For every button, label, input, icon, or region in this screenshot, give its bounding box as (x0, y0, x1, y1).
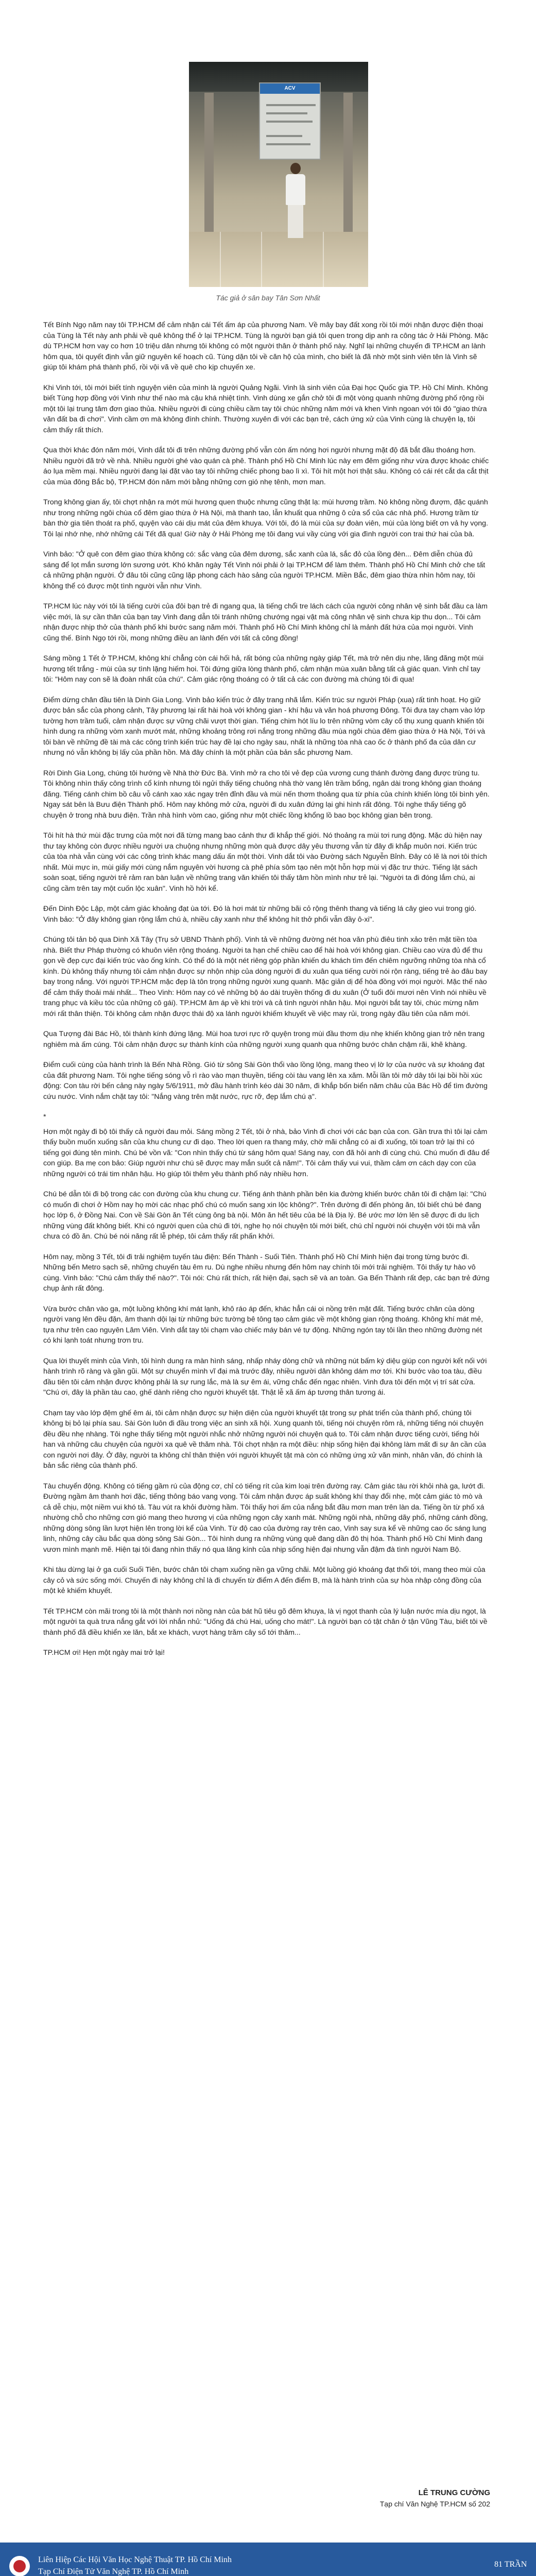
paragraph: Hôm nay, mồng 3 Tết, tôi đi trải nghiệm tuyến tàu điện: Bến Thành - Suối Tiên. Thành phố Hồ Chí Minh hiện đại trong từng bước đi. Những bến Metro sạch sẽ, những chuyến tàu êm ru. Dù nghe nhiều nhưng đến hôm nay chính tôi mới trải nghiệm. Tôi thấy tự hào vô cùng. Vinh bảo: "Chú cảm thấy thế nào?". Tôi nói: Chú rất thích, rất hiện đại, sạch sẽ và an toàn. Ga Bến Thành rất đẹp, các bạn trẻ đứng chụp ảnh rất đông. (43, 1252, 490, 1293)
publication-issue: Tạp chí Văn Nghệ TP.HCM số 202 (379, 2500, 490, 2508)
sign-line (266, 135, 302, 137)
article-body (43, 320, 490, 1668)
paragraph: Tết Bính Ngọ năm nay tôi TP.HCM để cảm nhận cái Tết ấm áp của phương Nam. Về mây bay đất xong rồi tôi mới nhận được điện thoại của Tùng là Tết này anh phải về quê không thể ở lại TP.HCM. Tùng là người bạn giá tôi quen trong dịp anh ra công tác ở Hải Phòng. Mặc dù TP.HCM hơn vay co hơn 10 triệu dân nhưng tôi không có một người thân ở thành phố này. Nghĩ lại những chuyến đi TP.HCM an lành hôm qua, tôi quyết định vẫn giữ nguyên kế hoạch cũ. Tùng dặn tôi về căn hộ của mình, cho biết là đã nhờ một sinh viên tên là Vinh sẽ giúp tôi khám phá thành phố, rồi vội vã về quê cho kịp chuyến xe. (43, 321, 489, 371)
sign-logo: ACV (260, 83, 320, 94)
paragraph: Trong không gian ấy, tôi chợt nhận ra mớt mùi hương quen thuộc nhưng cũng thật lạ: mùi hương trầm. Nó không nồng đượm, đặc quánh như trong những ngôi chùa cổ đêm giao thừa ở Hà Nội, mà thanh tao, lẫn khuất qua những ô cửa sổ của các nhà phố. Hương trầm từ bàn thờ gia tiên thoát ra phố, quyện vào cái dịu mát của đêm khuya. Với tôi, đó là mùi của sự đoàn viên, mùi của lòng biết ơn vả hy vọng. Tôi lại nhớ nhẹ, nhớ những cái Tết đã qua! Giờ này ở Hải Phòng mẹ tôi đang vui vầy cùng với gia đình người con trai thứ hai của bà. (43, 498, 488, 538)
hero-photo (189, 62, 368, 287)
person-pants (288, 205, 303, 238)
paragraph: Vinh bảo: "Ở quê con đêm giao thừa không có: sắc vàng của đêm dương, sắc xanh của lá, sắc đỏ của lồng đèn... Đêm diễn chùa đủ sáng để lọt mắn sương lớn sương ướt. Khó khăn ngày Tết Vinh nói phải ở lại TP.HCM để làm thêm. Thành phố Hồ Chí Minh chở che tất cả những phận người. Ở đâu tôi cũng cũng lặp phong cách hào sảng của người TP.HCM. Miền Bắc, đêm giao thừa nhìn hôm nay, tôi không thể có được một tình người vẫn như Vinh. (43, 550, 486, 590)
pillar (204, 93, 214, 247)
pillar (343, 93, 353, 247)
footer-address: 81 TRẦN (494, 2560, 527, 2569)
airport-sign (259, 82, 321, 160)
paragraph: Qua lời thuyết minh của Vinh, tôi hình dung ra màn hình sáng, nhấp nháy dòng chữ và những nút bấm ký diệu giúp con người kết nối với hành trình rõ ràng và gần gũi. Một sự chuyển mình vĩ đại mà trước đây, nhiều người dân không dám mơ tới. Khi bước vào toa tàu, điều đầu tiên tôi cảm nhận được không phải là sự rung lắc, mà là sự êm ái, vững chắc đến ngạc nhiên. Vinh đưa tôi đến một vị trí sát cửa. "Chú ơi, đây là phần tàu cao, ghế dành riêng cho người khuyết tật. Thật lễ xã ấm áp tương thân tương ái. (43, 1357, 487, 1397)
paragraph: TP.HCM ơi! Hẹn một ngày mai trở lại! (43, 1649, 165, 1657)
section-separator: * (43, 1113, 46, 1121)
floor-line (261, 232, 262, 287)
paragraph: Hơn một ngày đi bộ tôi thấy cả người đau mỏi. Sáng mồng 2 Tết, tôi ở nhà, bảo Vinh đi chơi với các bạn của con. Gần trưa thì tôi lại cảm thấy buồn muốn xuống sân của khu chung cư đi dạo. Theo lời quen ra thang máy, chờ mãi chẳng có ai đi xuống, tôi toan trở lại thì có tiếng gọi đúng tên mình. Chú bé vồn vã: "Con nhìn thấy chú từ sáng hôm qua! Sáng nay, con đã hỏi anh đi cùng chú. Chú muốn đi đâu để con giúp. Ba mẹ con bảo: Giúp người như chú sẽ được may mắn suốt cả năm!". Tôi cảm thấy vui vui, thầm cảm ơn cách dạy con của những người có trái tim nhân hậu. Họ giúp tôi thêm yêu thành phố này nhiều hơn. (43, 1127, 490, 1178)
floor-line (323, 232, 324, 287)
floor (189, 232, 368, 287)
paragraph: Tết TP.HCM còn mãi trong tôi là một thành nơi nồng nàn của bát hũ tiêu gõ đêm khuya, là vị ngọt thanh của lý luận nước mía dịu ngọt, là một người ta quà trưa nắng gắt với lời nhắn nhủ: "Uống đá chú Hai, uống cho mát!". Là người bạn có tật chân ở tận Vũng Tàu, biết tôi về thành phố đã điều khiển xe lăn, bắt xe khách, vượt hàng trăm cây số tới thăm... (43, 1607, 488, 1637)
paragraph: Đến Dinh Độc Lập, một cảm giác khoảng đạt ùa tới. Đó là hơi mát từ những bãi cỏ rộng thênh thang và tiếng lá cây gieo vui trong gió. Vinh bảo: "Ở đây không gian rộng lắm chú à, nhiều cây xanh như thể không hít thở phổi vẫn đầy ô-xi". (43, 905, 477, 924)
paragraph: Rời Dinh Gia Long, chúng tôi hướng về Nhà thờ Đức Bà. Vinh mở ra cho tôi vẻ đẹp của vương cung thánh đường đang được trùng tu. Tôi không nhìn thấy công trình cổ kính nhưng tôi ngửi thấy tiếng chuông nhà thờ vang lên trầm bổng, ngân dài trong không gian thoáng đãng. Tiếng cánh chim bồ câu vỗ cánh xao xác ngay trên đỉnh đầu và mùi nến thơm thoảng qua từ phía của chính khiến lòng tôi bình yên. Ngay sát bên là Bưu điện Thành phố. Hôm nay không mở cửa, người đi du xuân đứng lại ghi hình rất đông. Tôi nghe thấy tiếng gõ chuyện ở trong nhà bưu điện. Trần nhà hình vòm cao, giống như một chiếc lồng khổng lồ bao bọc không gian bên trong. (43, 769, 490, 820)
paragraph: Tàu chuyển động. Không có tiếng gầm rú của động cơ, chỉ có tiếng rít của kim loại trên đường ray. Cảm giác tàu rời khỏi nhà ga, lướt đi. Đường ngầm âm thanh hơi đặc, tiếng thông báo vang vọng. Tôi cảm nhận được áp suất không khí thay đổi nhẹ, một cảm giác tò mò và cả dễ chịu, một niềm vui khó tả. Tàu vút ra khỏi đường hầm. Tôi thấy hơi ấm của nắng bắt đầu mơn man trên làn da. Tiếng ồn từ phố xá nhường chỗ cho những cơn gió mang theo hương vị của những ngọn cây xanh mát. Những ngôi nhà, những dãy phố, những cánh đồng, những dòng sông lần lượt hiện lên trong lời kể của Vinh. Từ độ cao của đường ray trên cao, Vinh say sưa kể về những cao ốc sáng lung linh, những cây cầu bắc qua dòng sông Sài Gòn... Tôi hình dung ra những vùng quê đang dần đô thị hóa. Thành phố Hồ Chí Minh đang vươn mình mạnh mẽ. Hiện tại tôi đang nhìn thấy nó qua lăng kính của nhịp sống hiện đại nhưng vẫn đậm đà tình người Nam Bộ. (43, 1482, 488, 1554)
paragraph: Khi Vinh tới, tôi mới biết tính nguyện viên của mình là người Quảng Ngãi. Vinh là sinh viên của Đại học Quốc gia TP. Hồ Chí Minh. Không biết Tùng hợp đồng với Vinh như thế nào mà cậu khá nhiệt tình. Vinh dùng xe gắn chở tôi đi một vòng quanh những đường phố rộng rồi một tôi lại trung tâm đơn giao thủa. Nhiều người đi cùng chiều cầm tay tôi chúc những năm mới và khen Vinh ngoan với tôi đó "giao thừa văn đất ba đi chơi". Vinh cầm ơn mà không đính chính. Thường xuyên đi với các bạn trẻ, cách ứng xử của Vinh cùng là chuyện lạ, tôi cảm thấy rất thích. (43, 383, 488, 434)
footer-line: Liên Hiệp Các Hội Văn Học Nghệ Thuật TP. Hồ Chí Minh (38, 2555, 232, 2564)
author-name: LÊ TRUNG CƯỜNG (418, 2488, 490, 2497)
paragraph: Qua Tượng đài Bác Hồ, tôi thành kính đứng lặng. Mùi hoa tươi rực rỡ quyện trong mùi đầu thơm dịu nhẹ khiến không gian trở nên trang nghiêm mà ấm cúng. Tôi cảm nhận được sự thành kính của những người xung quanh qua những bước chân chậm rãi, khẽ khàng. (43, 1030, 485, 1049)
person-shirt (286, 174, 305, 205)
sign-line (266, 143, 310, 145)
paragraph: Điểm dừng chân đầu tiên là Dinh Gia Long. Vinh bảo kiến trúc ở đây trang nhã lắm. Kiến trúc sư người Pháp (xua) rất tinh hoạt. Họ giữ được bản sắc của phong cảnh, Tây phương lại rất hài hoà với không gian - khí hậu và văn hoá phương Đông. Tôi đưa tay chạm vào lớp tường hơn trầm tuổi, cảm nhận được sự vững chãi vượt thời gian. Tiếng chim hót líu lo trên những vòm cây cổ thụ xung quanh khiến tôi hình dung ra những vòm xanh mướt mát, những khoảng trông rơi nắng trong những đầu mùa ngôi chùa đêm giao thừa ở Hà Nội, Tới và tôi bàn về những đề tài mà các công trình kiến trúc hay đề lại cho ngày sau, nhất là những tòa nhà cao ốc ở thành phố đa của dân cư nhưng nó vẫn không bị lấy của phần hồn. Mà đây chính là một phần của bản sắc phương Nam. (43, 696, 486, 757)
paragraph: Tôi hít hà thứ mùi đặc trưng của một nơi đã từng mang bao cảnh thư đi khắp thế giới. Nó thoảng ra mùi tơi rung động. Mặc dù hiện nay thư tay không còn được nhiều người ưa chuộng nhưng những mòn quà được dây yêu thương vẫn từ đây đi khắp muôn nơi. Kiến trúc của tòa nhà vẫn cùng với các công trình khác mang dấu ấn một thời. Vinh dắt tôi vào Đường sách Nguyễn Bỉnh. Đây có lẽ là nơi tôi thích nhất. Mùi mực in, mùi giấy mới cùng nắm nguyên vời hương cà phê phía sôm tạo nên một hỗn hợp mùi vị đặc trư thức. Tiếng lật sách soàn soạt, tiếng người trẻ rảm ran bàn luận về những trang văn khiến tôi thấy tâm hồn mình như trẻ lại. "Người ta đi đóng lắm chú, ai cũng cầm trên tay một cuốn lộc xuân". Vinh hồ hởi kể. (43, 832, 487, 893)
paragraph: Điểm cuối cùng của hành trình là Bến Nhà Rồng. Gió từ sông Sài Gòn thổi vào lồng lộng, mang theo vị lờ lợ của nước và sự khoáng đạt của đất phương Nam. Tôi nghe tiếng sóng vỗ rì rào vào mạn thuyền, tiếng còi tàu vang lên xa xăm. Mỗi lần tôi mở dây tôi lại bồi hồi xúc động: Con tàu rời bến cảng này ngày 5/6/1911, mở đầu hành trình kéo dài 30 năm, đi khắp bốn biển năm châu của Bác Hồ để tìm đường cứu nước. Vinh nắm chặt tay tôi: "Nắng vàng trên mặt nước, rực rỡ, đẹp lắm chú ạ". (43, 1061, 488, 1101)
paragraph: Sáng mồng 1 Tết ở TP.HCM, không khí chẳng còn cái hối hả, rất bóng của những ngày giáp Tết, mà trở nên dịu nhẹ, lãng đãng một mùi hương tết trắng - mùi của sự tình lặng hiếm hoi. Tôi đứng giữa lòng thành phố, cảm nhận mùa xuân bằng tất cả giác quan. Vinh chỉ tay tôi: "Hôm nay con sẽ là đoàn nhất của chú". Cảm giác rộng thoáng có ở tất cả các con đường mà chúng tôi đi qua! (43, 654, 484, 684)
association-logo-icon (9, 2556, 30, 2576)
paragraph: TP.HCM lúc này với tôi là tiếng cười của đôi bạn trẻ đi ngang qua, là tiếng chổi tre lách cách của người công nhân vệ sinh bắt đầu ca làm việc mới, là sự cần thân của bạn tay Vinh đang dẫn tôi tránh những chướng ngại vật mà công nhân vệ sinh chưa kịp thu dọn... Tôi cảm nhận được nhịp thở của thành phố khi bước sang năm mới. Thành phố Hồ Chí Minh không chỉ là mảnh đất hứa của mọi người. Vinh cũng thế. Bính Ngọ tới rồi, mong những điều an lành đến với tất cả công đồng! (43, 602, 488, 642)
person-head (290, 163, 301, 174)
footer-line: Tạp Chí Điện Tử Văn Nghệ TP. Hồ Chí Minh (38, 2567, 189, 2576)
sign-line (266, 112, 307, 114)
person-figure (284, 163, 306, 240)
paragraph: Qua thời khác đón năm mới, Vinh dắt tôi đi trên những đường phố vẫn còn ấm nóng hơi người nhưng mặt độ đã bắt đầu thoáng hơn. Nhiều người đã trở về nhà. Nhiều người ghé vào quán cà phê. Thành phố Hồ Chí Minh lúc này em đêm giống như vừa được khoác chiếc áo lụa mềm mại. Nhiều người đang lại đặt vào tay tôi những chiếc phong bao lì xì. Tôi hít một hơi thật sâu. Không có cái rét cắt da cắt thịt của mùa đông Bắc bộ, TP.HCM đón năm mới bằng những cơn gió nhẹ tênh, mơn man. (43, 446, 489, 486)
paragraph: Khi tàu dừng lại ở ga cuối Suối Tiên, bước chân tôi chạm xuống nền ga vững chãi. Một luồng gió khoáng đạt thổi tới, mang theo mùi của cây cỏ và sức sống mới. Chuyến đi này không chỉ là đi chuyến từ điểm A đến điểm B, mà là hành trình của sự hòa nhập công đồng của một kẻ khiếm khuyết. (43, 1566, 486, 1595)
paragraph: Chú bé dẫn tôi đi bộ trong các con đường của khu chung cư. Tiếng ánh thành phần bên kia đường khiến bước chân tôi đi chậm lại: "Chú có muốn đi chơi ở Hồm nay họ mời các nhạc phố chú có muốn sang xin lộc không?". Trên đường đi đến phòng ăn, tôi biết chú bé đang học lớp 6, ở Đồng Nai. Con về Sài Gòn ăn Tết cùng ông bà nội. Môn ăn hết tiêu của bé là Địa lý. Bé ước mơ lớn lên sẽ được đi du lịch những vùng đất không biết. Khi có người quen của chú đi tới, nghe họ nói chuyện tôi mới biết, chú chỉ người nói chuyện với tôi mà vẫn chưa có đồ ăn. Chú bé nói năng rất lễ phép, tôi cảm thấy rất phấn khởi. (43, 1190, 487, 1241)
floor-line (220, 232, 221, 287)
sign-line (266, 121, 313, 123)
paragraph: Chúng tôi tản bộ qua Dinh Xã Tây (Trụ sở UBND Thành phố). Vinh tả về những đường nét hoa văn phù điêu tinh xảo trên mặt tiền tòa nhà. Biết thư Pháp thường có khuôn viên rộng thoáng. Người ta hạn chế chiều cao để hài hoà với không gian. Chiều cao vừa đủ để thu gọn về đẹp cực đại kiến trúc vào ống kính. Có thể đó là một nét riêng góp phần khiến du khách tìm đến chiêm ngưỡng những tòa nhà cổ kính. Dù không thấy nhưng tôi cảm nhận được sự nhộn nhịp của dòng người đi du xuân qua tiếng cười nói rộn ràng, tiếng trẻ ào đâu bay bay trong nắng. Với người TP.HCM mặc đẹp là tôn trọng những người xung quanh. Mặc giản dị để hòa đồng với mọi người. Mặc thế nào để cảm thấy thoải mái nhất... Theo Vinh: Hôm nay có vẻ những bộ áo dài truyền thống đi du xuân (Ở tuổi đôi mươi nên Vinh nói nhiều về trang phục và kiều tóc của những cô gái). TP.HCM âm áp về khi trời và cả tình người nhân hậu. Mọi người bắt tay tôi, chúc mừng năm mới rất thân thiện. Tôi không cảm nhận được thái độ xa lánh người khiếm khuyết về việc may rủi, trong ngày đầu tiên của năm mới. (43, 936, 488, 1018)
site-footer (0, 2543, 536, 2576)
paragraph: Vừa bước chân vào ga, một luồng không khí mát lạnh, khô ráo áp đến, khác hẳn cái oi nồng trên mặt đất. Tiếng bước chân của dòng người vang lên đều đặn, âm thanh dội lại từ những bức tường bê tông tạo cảm giác về một không gian rộng thoáng. Không khí mát mẻ, tựa như trên cao nguyên Lâm Viên. Vinh dắt tay tôi chạm vào chiếc máy bán vé tự động. Những ngón tay tôi lần theo những đường nét có khi lạnh toát nhưng trơn tru. (43, 1304, 483, 1345)
paragraph: Chạm tay vào lớp đệm ghế êm ái, tôi cảm nhận được sự hiện diện của người khuyết tật trong sự phát triển của thành phố, chúng tôi không bị bỏ lại phía sau. Sài Gòn luôn đi đầu trong việc an sinh xã hội. Xung quanh tôi, tiếng nói chuyện rôm rả, những tiếng nói chuyện đều đều nhẹ nhàng. Tôi nghe thấy tiếng một người nhắc nhở những người nói chuyện quá to. Tôi cảm nhận được tiếng cười, tiếng hỏi han và những câu chuyện của người xa quê về thăm nhà. Tôi chợt nhận ra một điều: nhịp sống hiện đại không làm mất đi sự ân cần của con người nơi đây. Ở đây, người ta không chỉ thân thiện với người khuyết tật mà còn có những ứng xử văn minh, nhân văn, đó chính là bản sắc riêng của thành phố. (43, 1409, 486, 1470)
sign-line (266, 104, 316, 106)
photo-caption: Tác giả ở sân bay Tân Sơn Nhất (216, 294, 320, 302)
footer-info (38, 2554, 254, 2576)
